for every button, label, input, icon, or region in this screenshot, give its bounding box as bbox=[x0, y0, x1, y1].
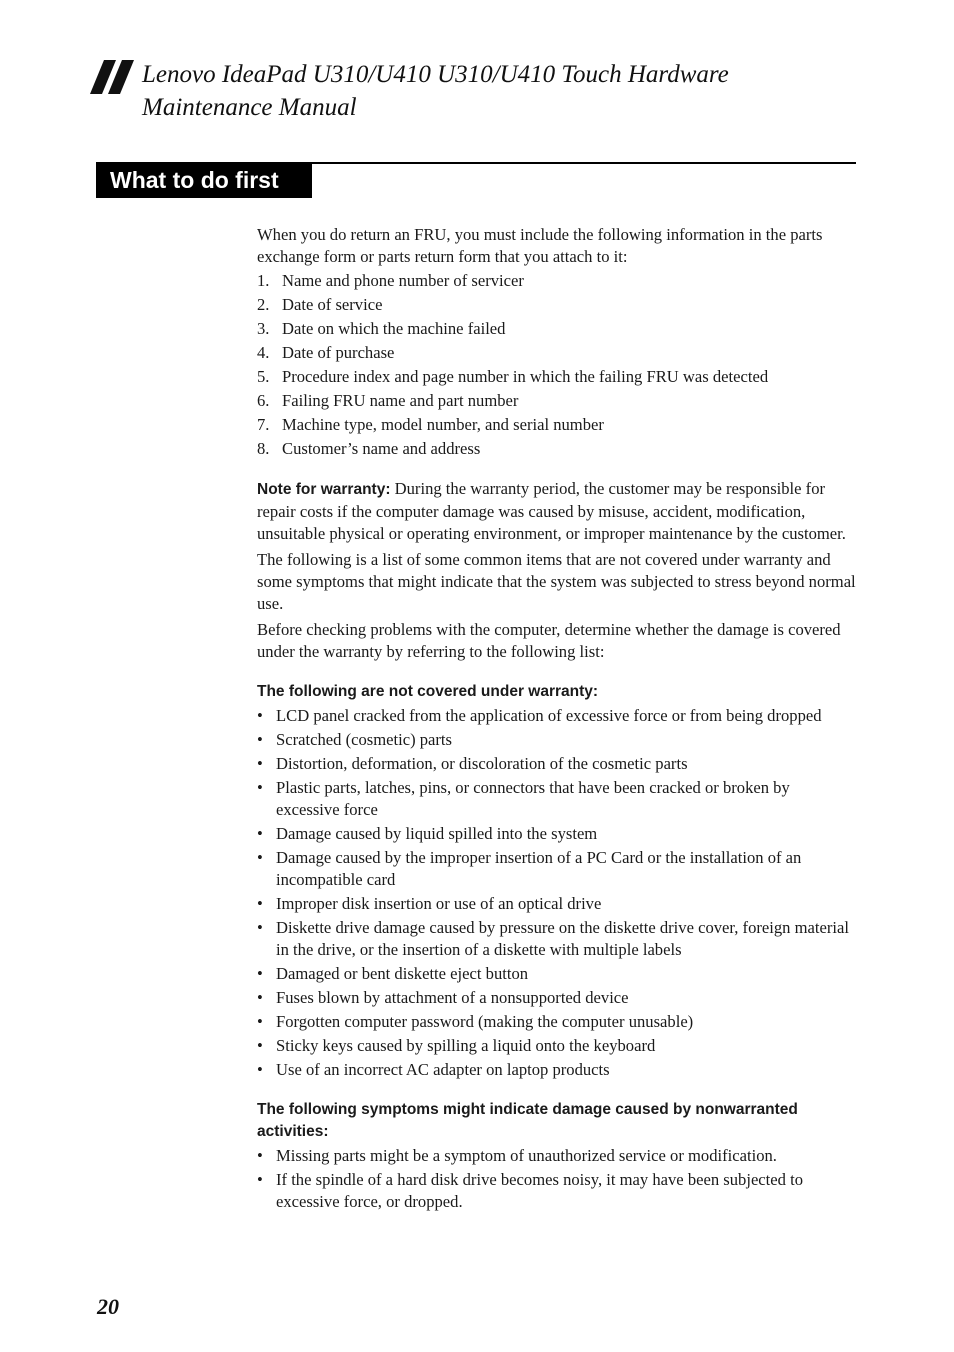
list-item-number: 2. bbox=[257, 295, 270, 314]
list-item bbox=[257, 1169, 857, 1213]
list-item-text: Date on which the machine failed bbox=[282, 319, 506, 338]
list-item bbox=[257, 414, 857, 436]
page-number: 20 bbox=[97, 1294, 119, 1319]
list-item-text: Diskette drive damage caused by pressure on the diskette drive cover, foreign material in the drive, or the insertion of a diskette with multiple labels bbox=[276, 918, 849, 959]
list-item-text: LCD panel cracked from the application of excessive force or from being dropped bbox=[276, 706, 822, 725]
list-item-text: Plastic parts, latches, pins, or connectors that have been cracked or broken by excessive force bbox=[276, 778, 790, 819]
section-title: What to do first bbox=[96, 162, 312, 198]
list-item bbox=[257, 1035, 857, 1057]
bullet-icon: • bbox=[257, 1146, 263, 1165]
list-item bbox=[257, 847, 857, 891]
list-item-text: Distortion, deformation, or discoloration of the cosmetic parts bbox=[276, 754, 688, 773]
bullet-icon: • bbox=[257, 1060, 263, 1079]
list-item-text: Fuses blown by attachment of a nonsupported device bbox=[276, 988, 629, 1007]
list-item-number: 5. bbox=[257, 367, 270, 386]
bullet-icon: • bbox=[257, 988, 263, 1007]
list-item-number: 4. bbox=[257, 343, 270, 362]
list-item-text: Scratched (cosmetic) parts bbox=[276, 730, 453, 749]
list-item bbox=[257, 987, 857, 1009]
list-item-text: Damage caused by liquid spilled into the system bbox=[276, 824, 598, 843]
warranty-note-label: Note for warranty: bbox=[257, 481, 391, 498]
list-item bbox=[257, 318, 857, 340]
bullet-icon: • bbox=[257, 824, 263, 843]
list-item-number: 3. bbox=[257, 319, 270, 338]
warranty-note-text: During the warranty period, the customer may be responsible for repair costs if the computer damage was caused by misuse, accident, modification, unsuitable physical or operating environment, or improper maintenance by the customer. bbox=[257, 479, 846, 543]
symptoms-list bbox=[257, 1145, 857, 1213]
list-item bbox=[257, 729, 857, 751]
list-item bbox=[257, 963, 857, 985]
list-item-text: If the spindle of a hard disk drive becomes noisy, it may have been subjected to excessive force, or dropped. bbox=[276, 1170, 804, 1211]
list-item-text: Name and phone number of servicer bbox=[282, 271, 524, 290]
list-item bbox=[257, 705, 857, 727]
list-item bbox=[257, 753, 857, 775]
list-item bbox=[257, 342, 857, 364]
list-item bbox=[257, 366, 857, 388]
list-item-text: Date of purchase bbox=[282, 343, 395, 362]
bullet-icon: • bbox=[257, 730, 263, 749]
list-item-number: 1. bbox=[257, 271, 270, 290]
list-item-text: Sticky keys caused by spilling a liquid onto the keyboard bbox=[276, 1036, 656, 1055]
list-item bbox=[257, 777, 857, 821]
list-item bbox=[257, 438, 857, 460]
manual-title: Lenovo IdeaPad U310/U410 U310/U410 Touch Hardware Maintenance Manual bbox=[142, 61, 729, 121]
list-item bbox=[257, 270, 857, 292]
not-covered-list bbox=[257, 705, 857, 1081]
list-item-number: 8. bbox=[257, 439, 270, 458]
list-item-number: 7. bbox=[257, 415, 270, 434]
list-item bbox=[257, 390, 857, 412]
bullet-icon: • bbox=[257, 894, 263, 913]
paragraph-before-checking: Before checking problems with the computer, determine whether the damage is covered under the warranty by referring to the following list: bbox=[257, 620, 841, 661]
list-item bbox=[257, 1011, 857, 1033]
list-item bbox=[257, 893, 857, 915]
not-covered-heading: The following are not covered under warranty: bbox=[257, 683, 599, 700]
list-item bbox=[257, 1059, 857, 1081]
page-content bbox=[257, 224, 857, 1215]
bullet-icon: • bbox=[257, 918, 263, 937]
list-item-text: Machine type, model number, and serial number bbox=[282, 415, 604, 434]
list-item-text: Damage caused by the improper insertion of a PC Card or the installation of an incompatible card bbox=[276, 848, 802, 889]
bullet-icon: • bbox=[257, 1012, 263, 1031]
list-item bbox=[257, 917, 857, 961]
list-item-text: Procedure index and page number in which the failing FRU was detected bbox=[282, 367, 769, 386]
list-item-text: Missing parts might be a symptom of unauthorized service or modification. bbox=[276, 1146, 777, 1165]
list-item-text: Customer’s name and address bbox=[282, 439, 481, 458]
list-item-text: Damaged or bent diskette eject button bbox=[276, 964, 529, 983]
list-item-number: 6. bbox=[257, 391, 270, 410]
list-item bbox=[257, 1145, 857, 1167]
list-item-text: Failing FRU name and part number bbox=[282, 391, 519, 410]
intro-paragraph: When you do return an FRU, you must include the following information in the parts exchange form or parts return form that you attach to it: bbox=[257, 225, 823, 266]
paragraph-not-covered-intro: The following is a list of some common items that are not covered under warranty and some symptoms that might indicate that the system was subjected to stress beyond normal use. bbox=[257, 550, 856, 613]
header-slash-mark-icon bbox=[90, 60, 136, 94]
bullet-icon: • bbox=[257, 706, 263, 725]
list-item-text: Improper disk insertion or use of an optical drive bbox=[276, 894, 602, 913]
fru-info-list bbox=[257, 270, 857, 460]
bullet-icon: • bbox=[257, 754, 263, 773]
bullet-icon: • bbox=[257, 964, 263, 983]
bullet-icon: • bbox=[257, 1036, 263, 1055]
bullet-icon: • bbox=[257, 778, 263, 797]
bullet-icon: • bbox=[257, 848, 263, 867]
list-item bbox=[257, 823, 857, 845]
list-item-text: Date of service bbox=[282, 295, 383, 314]
list-item bbox=[257, 294, 857, 316]
symptoms-heading: The following symptoms might indicate damage caused by nonwarranted activities: bbox=[257, 1101, 798, 1140]
bullet-icon: • bbox=[257, 1170, 263, 1189]
warranty-note bbox=[257, 478, 857, 545]
list-item-text: Use of an incorrect AC adapter on laptop products bbox=[276, 1060, 610, 1079]
list-item-text: Forgotten computer password (making the computer unusable) bbox=[276, 1012, 694, 1031]
